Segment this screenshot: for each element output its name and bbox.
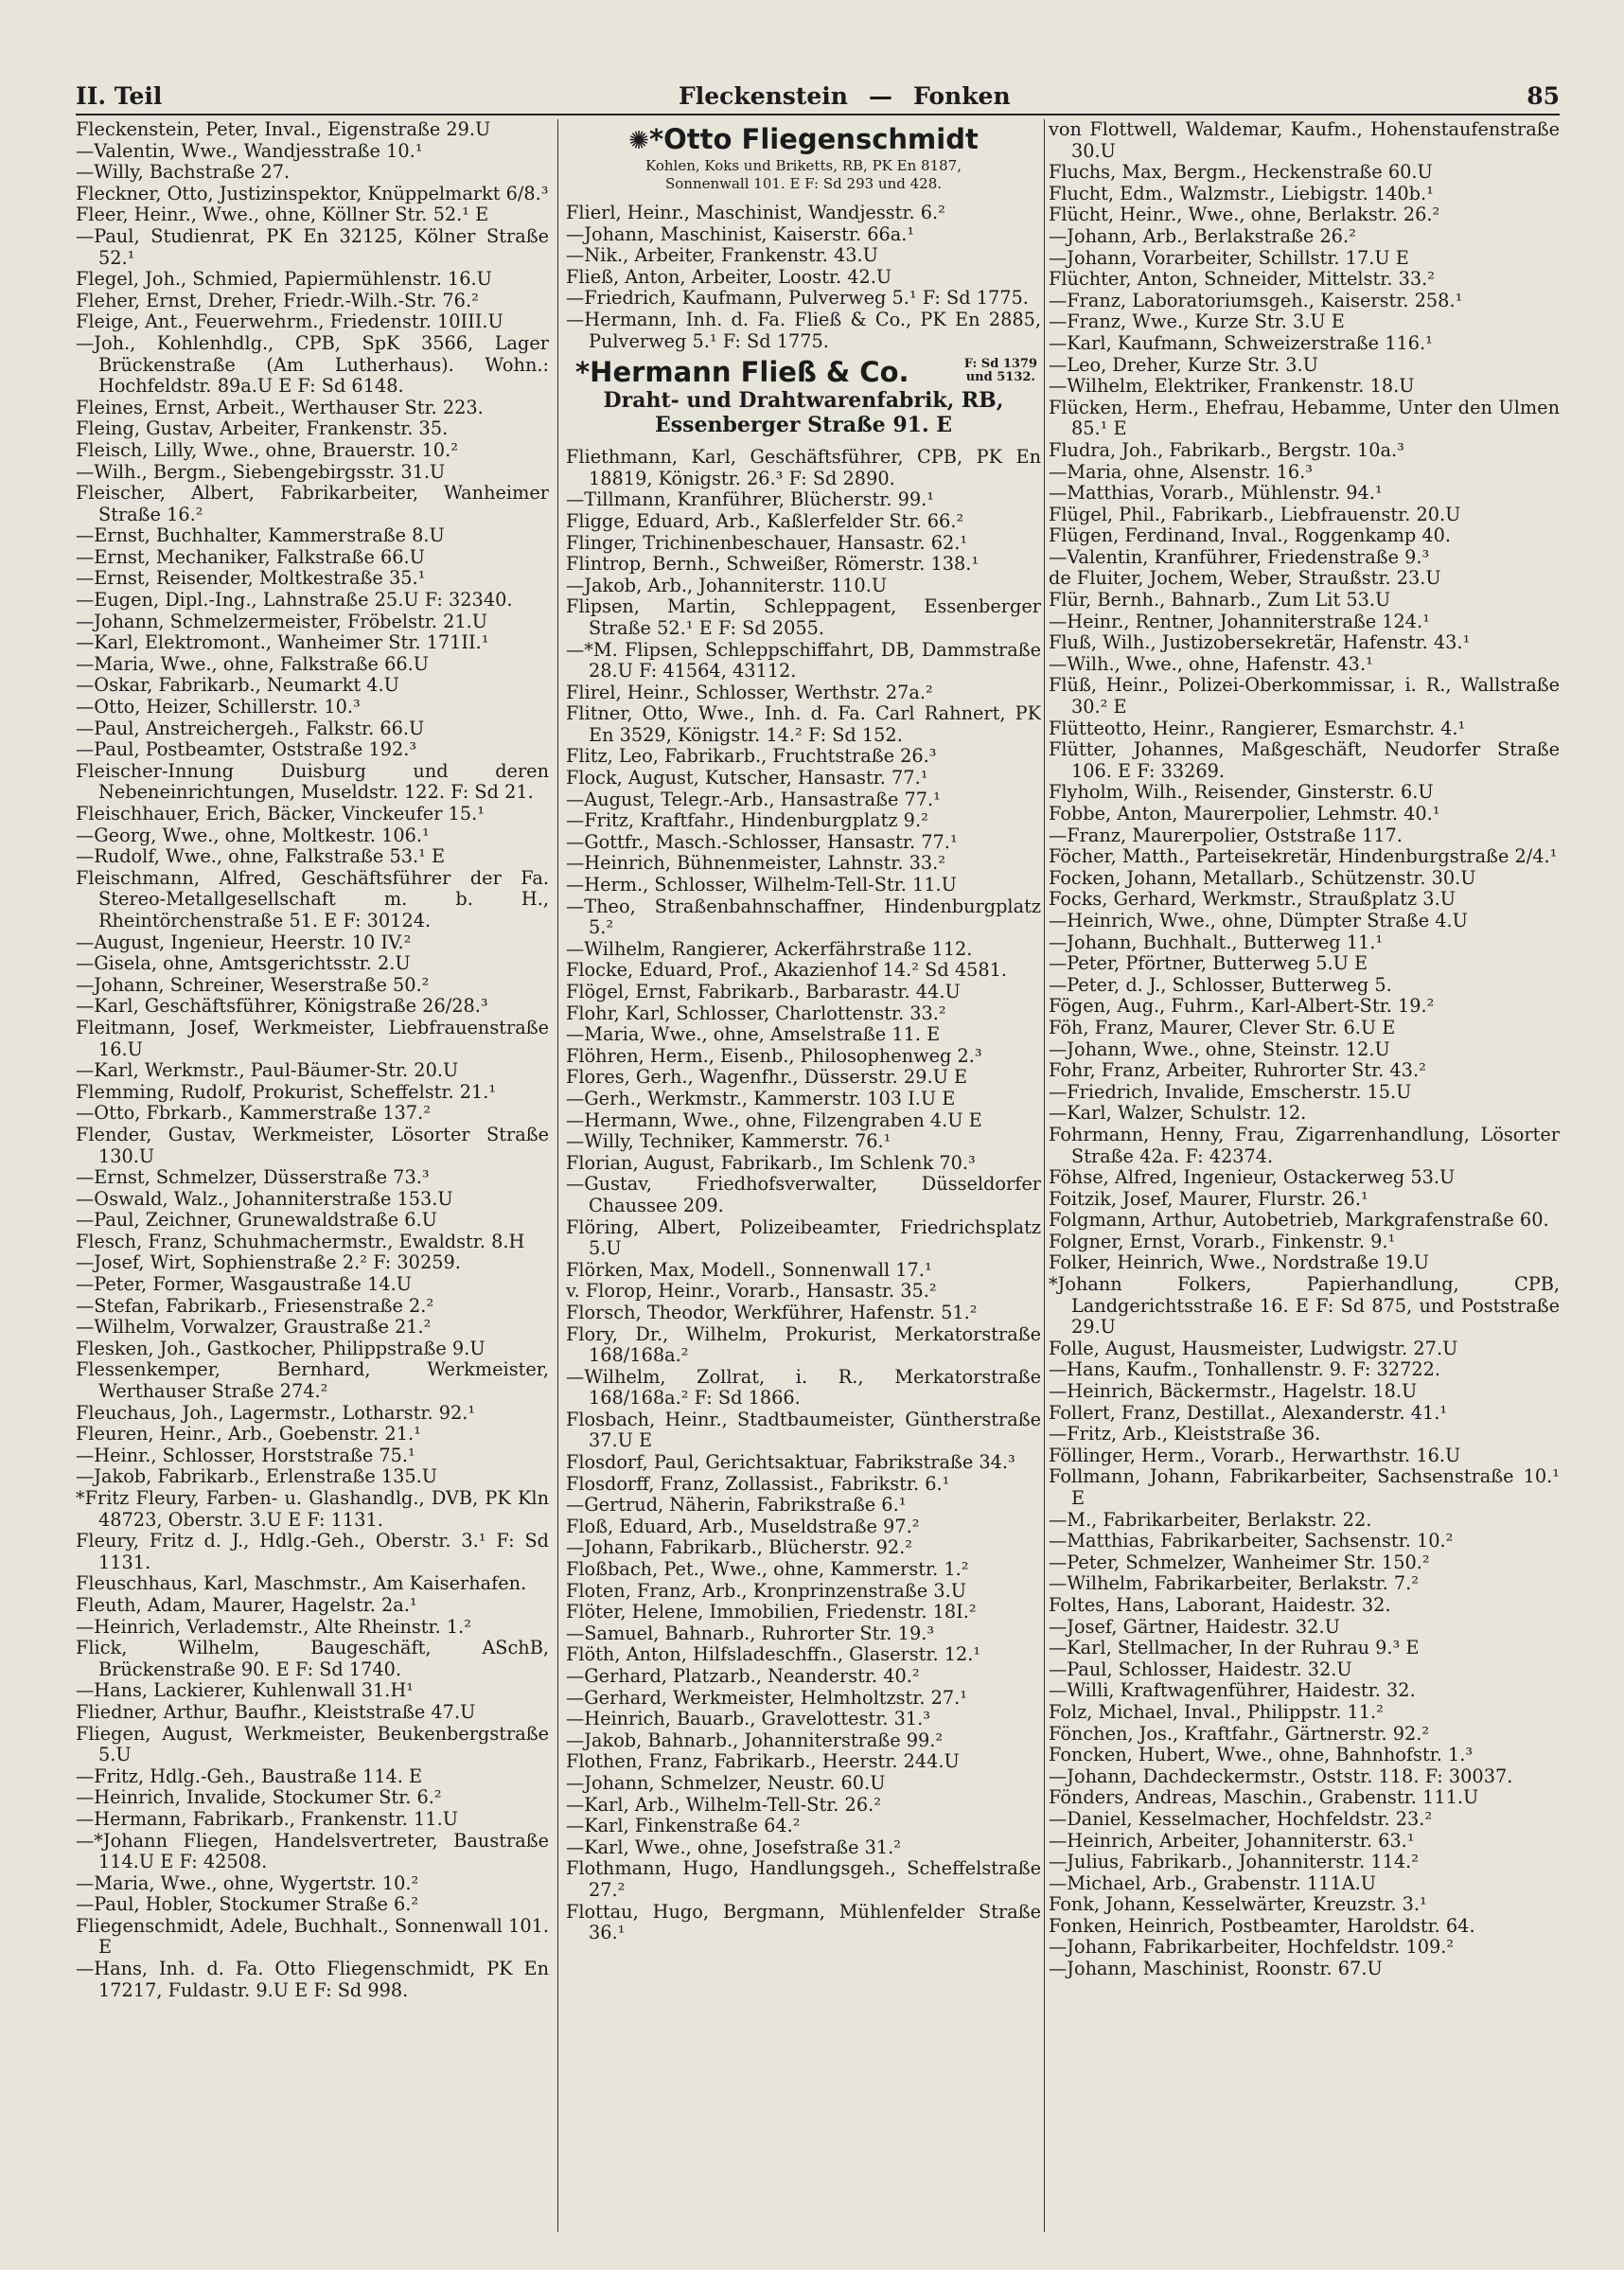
directory-entry: Flothen, Franz, Fabrikarb., Heerstr. 244.U (566, 1750, 960, 1773)
directory-entry: Focken, Johann, Metallarb., Schützenstr. 30.U (1049, 866, 1476, 889)
directory-entry: —Heinrich, Verlademstr., Alte Rheinstr. 1.² (76, 1615, 471, 1638)
directory-entry: Florsch, Theodor, Werkführer, Hafenstr. 51.² (566, 1301, 978, 1323)
directory-entry: —Wilhelm, Fabrikarbeiter, Berlakstr. 7.² (1049, 1572, 1420, 1595)
directory-entry: Fleher, Ernst, Dreher, Friedr.-Wilh.-Str. 76.² (76, 289, 479, 311)
directory-entry: Flöring, Albert, Polizeibeamter, Friedrichsplatz 5.U (566, 1215, 1041, 1260)
directory-entry: Föcher, Matth., Parteisekretär, Hindenburgstraße 2/4.¹ (1049, 845, 1558, 868)
directory-entry: —Heinr., Schlosser, Horststraße 75.¹ (76, 1444, 415, 1466)
directory-entry: —Theo, Straßenbahnschaffner, Hindenburgplatz 5.² (566, 895, 1041, 939)
directory-entry: Föllinger, Herm., Vorarb., Herwarthstr. 16.U (1049, 1444, 1461, 1466)
directory-entry: Fönders, Andreas, Maschin., Grabenstr. 111.U (1049, 1786, 1479, 1809)
directory-entry: Fohr, Franz, Arbeiter, Ruhrorter Str. 43.² (1049, 1059, 1426, 1082)
directory-entry: Fliegenschmidt, Adele, Buchhalt., Sonnenwall 101. E (76, 1914, 549, 1959)
directory-entry: Floßbach, Pet., Wwe., ohne, Kammerstr. 1.² (566, 1558, 969, 1581)
directory-entry: —Heinr., Rentner, Johanniterstraße 124.¹ (1049, 610, 1430, 632)
directory-entry: Fleitmann, Josef, Werkmeister, Liebfrauenstraße 16.U (76, 1016, 549, 1060)
directory-entry: Flyholm, Wilh., Reisender, Ginsterstr. 6.U (1049, 781, 1434, 804)
directory-entry: Flügel, Phil., Fabrikarb., Liebfrauenstr. 20.U (1049, 503, 1461, 525)
directory-entry: Fleines, Ernst, Arbeit., Werthauser Str. 223. (76, 396, 484, 418)
directory-entry: —Hermann, Inh. d. Fa. Fließ & Co., PK En 2885, Pulverweg 5.¹ F: Sd 1775. (566, 308, 1041, 352)
directory-entry: Flosdorf, Paul, Gerichtsaktuar, Fabrikstraße 34.³ (566, 1451, 1015, 1474)
directory-entry: Fleing, Gustav, Arbeiter, Frankenstr. 35. (76, 417, 449, 440)
directory-entry: Flesken, Joh., Gastkocher, Philippstraße 9.U (76, 1337, 485, 1359)
directory-entry: —Johann, Wwe., ohne, Steinstr. 12.U (1049, 1037, 1390, 1060)
directory-entry: Fliedner, Arthur, Baufhr., Kleiststraße 47.U (76, 1700, 476, 1723)
page-header (76, 72, 1560, 115)
directory-entry: Fleuchaus, Joh., Lagermstr., Lotharstr. 92.¹ (76, 1401, 476, 1424)
directory-entry: Flücht, Heinr., Wwe., ohne, Berlakstr. 26.² (1049, 204, 1440, 226)
directory-entry: —Valentin, Kranführer, Friedenstraße 9.³ (1049, 545, 1430, 568)
directory-entry: —Johann, Fabrikarbeiter, Hochfeldstr. 109.² (1049, 1936, 1455, 1959)
directory-entry: —Peter, Former, Wasgaustraße 14.U (76, 1273, 412, 1296)
directory-entry: —Heinrich, Wwe., ohne, Dümpter Straße 4.U (1049, 909, 1468, 931)
directory-entry: Focks, Gerhard, Werkmstr., Straußplatz 3.U (1049, 888, 1456, 911)
directory-entry: Fönchen, Jos., Kraftfahr., Gärtnerstr. 92.² (1049, 1722, 1430, 1745)
column-3 (1049, 119, 1560, 2238)
directory-entry: —Jakob, Arb., Johanniterstr. 110.U (566, 574, 888, 596)
directory-entry: —August, Ingenieur, Heerstr. 10 IV.² (76, 931, 412, 953)
directory-entry: —*Johann Fliegen, Handelsvertreter, Baustraße 114.U E F: 42508. (76, 1829, 549, 1873)
directory-entry: Flierl, Heinr., Maschinist, Wandjesstr. 6.² (566, 202, 945, 223)
directory-entry: —Wilhelm, Rangierer, Ackerfährstraße 112. (566, 937, 973, 960)
directory-entry: Flögel, Ernst, Fabrikarb., Barbarastr. 44.U (566, 981, 961, 1002)
directory-entry: Flemming, Rudolf, Prokurist, Scheffelstr. 21.¹ (76, 1080, 497, 1103)
advertisement-fliegenschmidt: ✺*Otto Fliegenschmidt Kohlen, Koks und Briketts, RB, PK En 8187, Sonnenwall 101. E F: Sd 293 und 428. (566, 123, 1041, 193)
directory-entry: Fleury, Fritz d. J., Hdlg.-Geh., Oberstr. 3.¹ F: Sd 1131. (76, 1530, 549, 1573)
directory-entry: Folle, August, Hausmeister, Ludwigstr. 27.U (1049, 1337, 1458, 1359)
directory-entry: Flothmann, Hugo, Handlungsgeh., Scheffelstraße 27.² (566, 1857, 1041, 1901)
directory-entry: Flipsen, Martin, Schleppagent, Essenberger Straße 52.¹ E F: Sd 2055. (566, 595, 1041, 639)
directory-entry: —Oswald, Walz., Johanniterstraße 153.U (76, 1187, 453, 1210)
range-dash: — (868, 82, 892, 110)
directory-entry: —Karl, Werkmstr., Paul-Bäumer-Str. 20.U (76, 1059, 459, 1082)
directory-entry: —Tillmann, Kranführer, Blücherstr. 99.¹ (566, 488, 934, 511)
directory-entry: von Flottwell, Waldemar, Kaufm., Hohenstaufenstraße 30.U (1049, 119, 1560, 162)
directory-entry: Fleckenstein, Peter, Inval., Eigenstraße 29.U (76, 119, 491, 140)
directory-entry: —Johann, Buchhalt., Butterweg 11.¹ (1049, 931, 1384, 953)
directory-entry: Flosbach, Heinr., Stadtbaumeister, Güntherstraße 37.U E (566, 1408, 1041, 1452)
directory-entry: Föh, Franz, Maurer, Clever Str. 6.U E (1049, 1016, 1396, 1038)
directory-entry: Flür, Bernh., Bahnarb., Zum Lit 53.U (1049, 589, 1391, 612)
directory-entry: —Johann, Fabrikarb., Blücherstr. 92.² (566, 1536, 913, 1559)
directory-entry: Fohrmann, Henny, Frau, Zigarrenhandlung, Lösorter Straße 42a. F: 42374. (1049, 1123, 1560, 1167)
ad-phone-2: und 5132. (965, 370, 1035, 385)
directory-entry: —Peter, Schmelzer, Wanheimer Str. 150.² (1049, 1551, 1430, 1573)
directory-entry: *Fritz Fleury, Farben- u. Glashandlg., DVB, PK Kln 48723, Oberstr. 3.U E F: 1131. (76, 1487, 549, 1531)
directory-entry: Fleischhauer, Erich, Bäcker, Vinckeufer 15.¹ (76, 803, 485, 825)
directory-entry: Flügen, Ferdinand, Inval., Roggenkamp 40. (1049, 524, 1451, 547)
directory-entry: Folker, Heinrich, Wwe., Nordstraße 19.U (1049, 1251, 1430, 1274)
directory-entry: Flock, August, Kutscher, Hansastr. 77.¹ (566, 767, 928, 789)
directory-entry: —Jakob, Fabrikarb., Erlenstraße 135.U (76, 1465, 438, 1488)
directory-entry: —Herm., Schlosser, Wilhelm-Tell-Str. 11.U (566, 874, 957, 896)
directory-entry: —Stefan, Fabrikarb., Friesenstraße 2.² (76, 1294, 434, 1317)
directory-entry: —Heinrich, Arbeiter, Johanniterstr. 63.¹ (1049, 1829, 1415, 1852)
directory-entry: —Wilhelm, Vorwalzer, Graustraße 21.² (76, 1316, 432, 1339)
directory-entry: —M., Fabrikarbeiter, Berlakstr. 22. (1049, 1508, 1372, 1531)
directory-entry: Fleischer-Innung Duisburg und deren Nebeneinrichtungen, Museldstr. 122. F: Sd 21. (76, 759, 549, 804)
column-divider (1044, 119, 1045, 2232)
directory-entry: —Karl, Geschäftsführer, Königstraße 26/28.³ (76, 995, 488, 1018)
directory-entry: —Hans, Lackierer, Kuhlenwall 31.H¹ (76, 1679, 414, 1702)
directory-entry: Fludra, Joh., Fabrikarb., Bergstr. 10a.³ (1049, 438, 1404, 461)
directory-entry: Fliegen, August, Werkmeister, Beukenbergstraße 5.U (76, 1722, 549, 1766)
directory-entry: —Leo, Dreher, Kurze Str. 3.U (1049, 353, 1318, 376)
coal-logo-icon: ✺ (628, 127, 649, 155)
directory-entry: —Hermann, Fabrikarb., Frankenstr. 11.U (76, 1807, 458, 1830)
ad-description: Draht- und Drahtwarenfabrik, RB, (603, 388, 1004, 414)
directory-entry: Follert, Franz, Destillat., Alexanderstr. 41.¹ (1049, 1401, 1448, 1424)
directory-entry: —Karl, Arb., Wilhelm-Tell-Str. 26.² (566, 1793, 881, 1816)
directory-entry: Flucht, Edm., Walzmstr., Liebigstr. 140b.¹ (1049, 182, 1434, 204)
directory-entry: Fleige, Ant., Feuerwehrm., Friedenstr. 10III.U (76, 310, 503, 333)
directory-entry: —Joh., Kohlenhdlg., CPB, SpK 3566, Lager Brückenstraße (Am Lutherhaus). Wohn.: Hochfeldstr. 89a.U E F: Sd 6148. (76, 331, 549, 398)
directory-entry: Flitner, Otto, Wwe., Inh. d. Fa. Carl Rahnert, PK En 3529, Königstr. 14.² F: Sd 152. (566, 702, 1041, 746)
directory-entry: —Georg, Wwe., ohne, Moltkestr. 106.¹ (76, 824, 430, 846)
directory-entry: —Eugen, Dipl.-Ing., Lahnstraße 25.U F: 32340. (76, 589, 513, 612)
directory-entry: Flottau, Hugo, Bergmann, Mühlenfelder Straße 36.¹ (566, 1900, 1041, 1944)
directory-entry: Flütteotto, Heinr., Rangierer, Esmarchstr. 4.¹ (1049, 717, 1466, 739)
advertisement-fliess: F: Sd 1379 und 5132. *Hermann Fließ & Co. Draht- und Drahtwarenfabrik, RB, Essenberger Straße 91. E (566, 356, 1041, 437)
directory-entry: —Maria, ohne, Alsenstr. 16.³ (1049, 460, 1313, 483)
directory-entry: —Friedrich, Kaufmann, Pulverweg 5.¹ F: Sd 1775. (566, 287, 1029, 310)
directory-entry: Fluchs, Max, Bergm., Heckenstraße 60.U (1049, 161, 1433, 184)
directory-entry: —Wilhelm, Elektriker, Frankenstr. 18.U (1049, 375, 1415, 398)
directory-entry: Floten, Franz, Arb., Kronprinzenstraße 3.U (566, 1579, 966, 1602)
directory-entry: Florian, August, Fabrikarb., Im Schlenk 70.³ (566, 1151, 976, 1174)
directory-entry: —Rudolf, Wwe., ohne, Falkstraße 53.¹ E (76, 845, 446, 868)
page-number: 85 (1527, 82, 1560, 110)
column-divider (557, 119, 558, 2232)
directory-entry: —Hermann, Wwe., ohne, Filzengraben 4.U E (566, 1108, 982, 1131)
directory-entry: —Karl, Elektromont., Wanheimer Str. 171II.¹ (76, 631, 489, 654)
directory-entry: Fleischmann, Alfred, Geschäftsführer der Fa. Stereo-Metallgesellschaft m. b. H., Rheintörchenstraße 51. E F: 30124. (76, 866, 549, 931)
directory-entry: —Johann, Schmelzermeister, Fröbelstr. 21.U (76, 610, 488, 632)
ad-phone: F: Sd 1379 (963, 357, 1037, 372)
directory-entry: de Fluiter, Jochem, Weber, Straußstr. 23.U (1049, 567, 1441, 590)
directory-entry: Fleuschhaus, Karl, Maschmstr., Am Kaiserhafen. (76, 1572, 527, 1595)
directory-entry: —Karl, Stellmacher, In der Ruhrau 9.³ E (1049, 1637, 1420, 1659)
directory-entry: —Otto, Heizer, Schillerstr. 10.³ (76, 696, 361, 718)
directory-entry: —Johann, Schmelzer, Neustr. 60.U (566, 1771, 886, 1794)
directory-entry: —Paul, Hobler, Stockumer Straße 6.² (76, 1893, 419, 1916)
directory-entry: —Wilhelm, Zollrat, i. R., Merkatorstraße 168/168a.² F: Sd 1866. (566, 1365, 1041, 1410)
directory-entry: —Paul, Zeichner, Grunewaldstraße 6.U (76, 1209, 437, 1232)
directory-entry: Fonk, Johann, Kesselwärter, Kreuzstr. 3.¹ (1049, 1893, 1427, 1916)
directory-entry: —Josef, Wirt, Sophienstraße 2.² F: 30259. (76, 1251, 461, 1274)
directory-entry: —Willy, Bachstraße 27. (76, 161, 291, 184)
directory-entry: Fleuren, Heinr., Arb., Goebenstr. 21.¹ (76, 1423, 421, 1445)
directory-entry: —Fritz, Hdlg.-Geh., Baustraße 114. E (76, 1765, 423, 1787)
directory-entry: —Nik., Arbeiter, Frankenstr. 43.U (566, 244, 878, 267)
directory-entry: Flocke, Eduard, Prof., Akazienhof 14.² Sd 4581. (566, 959, 1008, 982)
directory-entry: —Wilh., Wwe., ohne, Hafenstr. 43.¹ (1049, 652, 1373, 675)
directory-entry: —Peter, Pförtner, Butterweg 5.U E (1049, 952, 1368, 975)
directory-entry: —Paul, Postbeamter, Oststraße 192.³ (76, 738, 417, 761)
directory-entry: Fonken, Heinrich, Postbeamter, Haroldstr. 64. (1049, 1914, 1475, 1937)
directory-entry: —Julius, Fabrikarb., Johanniterstr. 114.² (1049, 1851, 1420, 1873)
ad-address: Essenberger Straße 91. E (654, 413, 953, 438)
directory-entry: —Otto, Fbrkarb., Kammerstraße 137.² (76, 1102, 432, 1125)
directory-entry: Flesch, Franz, Schuhmachermstr., Ewaldstr. 8.H (76, 1230, 525, 1252)
directory-entry: —Gustav, Friedhofsverwalter, Düsseldorfer Chaussee 209. (566, 1173, 1041, 1216)
directory-entry: —Paul, Anstreichergeh., Falkstr. 66.U (76, 717, 425, 739)
directory-entry: —Johann, Dachdeckermstr., Oststr. 118. F: 30037. (1049, 1765, 1513, 1787)
directory-entry: —Fritz, Arb., Kleiststraße 36. (1049, 1423, 1321, 1445)
directory-entry: —Ernst, Mechaniker, Falkstraße 66.U (76, 545, 425, 568)
column-1 (76, 119, 549, 2238)
range-end: Fonken (912, 82, 1011, 110)
directory-entry: —Heinrich, Bauarb., Gravelottestr. 31.³ (566, 1708, 930, 1730)
directory-entry: Fobbe, Anton, Maurerpolier, Lehmstr. 40.¹ (1049, 803, 1440, 825)
directory-entry: —Ernst, Reisender, Moltkestraße 35.¹ (76, 567, 426, 590)
directory-entry: —Franz, Maurerpolier, Oststraße 117. (1049, 824, 1403, 846)
directory-entry: Follmann, Johann, Fabrikarbeiter, Sachsenstraße 10.¹ E (1049, 1465, 1560, 1509)
directory-entry: —Michael, Arb., Grabenstr. 111A.U (1049, 1871, 1376, 1894)
directory-entry: *Johann Folkers, Papierhandlung, CPB, Landgerichtsstraße 16. E F: Sd 875, und Poststraße 29.U (1049, 1273, 1560, 1339)
directory-entry: —Valentin, Wwe., Wandjesstraße 10.¹ (76, 139, 423, 162)
directory-entry: —Maria, Wwe., ohne, Falkstraße 66.U (76, 652, 429, 675)
directory-entry: —Johann, Schreiner, Weserstraße 50.² (76, 973, 430, 996)
ad-address: Sonnenwall 101. E F: Sd 293 und 428. (664, 175, 943, 192)
directory-entry: —Gerh., Werkmstr., Kammerstr. 103 I.U E (566, 1087, 956, 1109)
directory-entry: —Paul, Schlosser, Haidestr. 32.U (1049, 1658, 1352, 1680)
directory-entry: —Karl, Walzer, Schulstr. 12. (1049, 1102, 1307, 1125)
directory-entry: Flender, Gustav, Werkmeister, Lösorter Straße 130.U (76, 1123, 549, 1167)
directory-entry: —Paul, Studienrat, PK En 32125, Kölner Straße 52.¹ (76, 224, 549, 269)
section-label: II. Teil (76, 82, 163, 110)
directory-entry: —Samuel, Bahnarb., Ruhrorter Str. 19.³ (566, 1622, 935, 1644)
directory-entry: Flessenkemper, Bernhard, Werkmeister, Werthauser Straße 274.² (76, 1358, 549, 1403)
directory-entry: Flüß, Heinr., Polizei-Oberkommissar, i. R., Wallstraße 30.² E (1049, 674, 1560, 718)
directory-entry: Folgner, Ernst, Vorarb., Finkenstr. 9.¹ (1049, 1230, 1396, 1252)
directory-entry: Flohr, Karl, Schlosser, Charlottenstr. 33.² (566, 1002, 946, 1024)
directory-entry: Foncken, Hubert, Wwe., ohne, Bahnhofstr. 1.³ (1049, 1744, 1474, 1766)
directory-entry: —Matthias, Fabrikarbeiter, Sachsenstr. 10.² (1049, 1530, 1454, 1552)
directory-entry: Flüchter, Anton, Schneider, Mittelstr. 33.² (1049, 268, 1435, 291)
directory-entry: —Karl, Kaufmann, Schweizerstraße 116.¹ (1049, 331, 1433, 354)
directory-entry: Flücken, Herm., Ehefrau, Hebamme, Unter den Ulmen 85.¹ E (1049, 396, 1560, 440)
directory-entry: Flory, Dr., Wilhelm, Prokurist, Merkatorstraße 168/168a.² (566, 1322, 1041, 1367)
directory-entry: Föhse, Alfred, Ingenieur, Ostackerweg 53.U (1049, 1166, 1456, 1189)
directory-entry: Flöter, Helene, Immobilien, Friedenstr. 18I.² (566, 1601, 977, 1623)
directory-entry: —Gottfr., Masch.-Schlosser, Hansastr. 77.¹ (566, 830, 958, 853)
directory-entry: Floß, Eduard, Arb., Museldstraße 97.² (566, 1515, 920, 1537)
directory-entry: Flinger, Trichinenbeschauer, Hansastr. 62.¹ (566, 531, 968, 554)
directory-entry: —Franz, Wwe., Kurze Str. 3.U E (1049, 310, 1345, 333)
directory-entry: —Wilh., Bergm., Siebengebirgsstr. 31.U (76, 460, 446, 483)
directory-entry: Fleisch, Lilly, Wwe., ohne, Brauerstr. 10.² (76, 438, 458, 461)
directory-entry: Flirel, Heinr., Schlosser, Werthstr. 27a.² (566, 681, 933, 703)
directory-entry: Flick, Wilhelm, Baugeschäft, ASchB, Brückenstraße 90. E F: Sd 1740. (76, 1637, 549, 1680)
directory-entry: Folgmann, Arthur, Autobetrieb, Markgrafenstraße 60. (1049, 1209, 1549, 1232)
directory-entry: —Johann, Vorarbeiter, Schillstr. 17.U E (1049, 246, 1409, 269)
ad-company-name: Hermann Fließ & Co. (590, 356, 909, 389)
column-2 (566, 119, 1041, 2238)
range-start: Fleckenstein (679, 82, 848, 110)
directory-entry: —Friedrich, Invalide, Emscherstr. 15.U (1049, 1080, 1412, 1103)
directory-entry: —Heinrich, Bäckermstr., Hagelstr. 18.U (1049, 1380, 1418, 1403)
ad-description: Kohlen, Koks und Briketts, RB, PK En 8187, (645, 157, 962, 174)
directory-entry: Foitzik, Josef, Maurer, Flurstr. 26.¹ (1049, 1187, 1368, 1210)
directory-entry: Flitz, Leo, Fabrikarb., Fruchtstraße 26.³ (566, 745, 937, 768)
directory-entry: —Willi, Kraftwagenführer, Haidestr. 32. (1049, 1679, 1416, 1702)
directory-entry: Fliethmann, Karl, Geschäftsführer, CPB, PK En 18819, Königstr. 26.³ F: Sd 2890. (566, 446, 1041, 489)
directory-entry: —Gertrud, Näherin, Fabrikstraße 6.¹ (566, 1494, 907, 1516)
directory-entry: Fließ, Anton, Arbeiter, Loostr. 42.U (566, 265, 892, 288)
directory-entry: —Ernst, Schmelzer, Düsserstraße 73.³ (76, 1166, 430, 1189)
name-range (679, 82, 1011, 110)
directory-entry: Flöth, Anton, Hilfsladeschffn., Glaserstr. 12.¹ (566, 1643, 981, 1666)
directory-entry: Fligge, Eduard, Arb., Kaßlerfelder Str. 66.² (566, 509, 964, 532)
directory-entry: Foltes, Hans, Laborant, Haidestr. 32. (1049, 1593, 1391, 1616)
directory-entry: —Peter, d. J., Schlosser, Butterweg 5. (1049, 973, 1392, 996)
directory-entry: —Jakob, Bahnarb., Johanniterstraße 99.² (566, 1729, 944, 1751)
directory-entry: v. Florop, Heinr., Vorarb., Hansastr. 35.² (566, 1280, 937, 1303)
directory-entry: —Karl, Wwe., ohne, Josefstraße 31.² (566, 1836, 902, 1858)
directory-entry: —Maria, Wwe., ohne, Amselstraße 11. E (566, 1023, 941, 1046)
directory-entry: —Johann, Maschinist, Roonstr. 67.U (1049, 1958, 1383, 1980)
directory-entry: —Oskar, Fabrikarb., Neumarkt 4.U (76, 674, 399, 697)
directory-entry: —Johann, Arb., Berlakstraße 26.² (1049, 224, 1356, 247)
entries-block (566, 447, 1041, 1944)
directory-entry: Flörken, Max, Modell., Sonnenwall 17.¹ (566, 1258, 932, 1281)
directory-entry: —Ernst, Buchhalter, Kammerstraße 8.U (76, 524, 445, 547)
directory-entry: Fleischer, Albert, Fabrikarbeiter, Wanheimer Straße 16.² (76, 482, 549, 525)
directory-entry: —Josef, Gärtner, Haidestr. 32.U (1049, 1615, 1340, 1638)
directory-entry: —Gerhard, Werkmeister, Helmholtzstr. 27.¹ (566, 1686, 968, 1709)
entries-block (566, 203, 1041, 352)
directory-entry: —Karl, Finkenstraße 64.² (566, 1815, 801, 1837)
directory-entry: —Matthias, Vorarb., Mühlenstr. 94.¹ (1049, 482, 1383, 505)
directory-entry: Flütter, Johannes, Maßgeschäft, Neudorfer Straße 106. E F: 33269. (1049, 738, 1560, 782)
directory-entry: Fögen, Aug., Fuhrm., Karl-Albert-Str. 19.² (1049, 995, 1435, 1018)
ad-company-name: Otto Fliegenschmidt (663, 123, 979, 155)
directory-entry: Fleer, Heinr., Wwe., ohne, Köllner Str. 52.¹ E (76, 204, 489, 226)
directory-entry: —*M. Flipsen, Schleppschiffahrt, DB, Dammstraße 28.U F: 41564, 43112. (566, 638, 1041, 683)
directory-entry: —Johann, Maschinist, Kaiserstr. 66a.¹ (566, 222, 915, 245)
directory-entry: —August, Telegr.-Arb., Hansastraße 77.¹ (566, 788, 941, 810)
directory-entry: Folz, Michael, Inval., Philippstr. 11.² (1049, 1700, 1384, 1723)
directory-entry: —Heinrich, Bühnenmeister, Lahnstr. 33.² (566, 852, 945, 875)
directory-entry: Fleuth, Adam, Maurer, Hagelstr. 2a.¹ (76, 1593, 417, 1616)
directory-entry: —Gerhard, Platzarb., Neanderstr. 40.² (566, 1665, 920, 1687)
directory-entry: —Heinrich, Invalide, Stockumer Str. 6.² (76, 1786, 442, 1809)
directory-entry: Fluß, Wilh., Justizobersekretär, Hafenstr. 43.¹ (1049, 631, 1471, 654)
directory-entry: —Franz, Laboratoriumsgeh., Kaiserstr. 258.¹ (1049, 289, 1463, 311)
directory-entry: —Fritz, Kraftfahr., Hindenburgplatz 9.² (566, 809, 928, 832)
directory-entry: —Gisela, ohne, Amtsgerichtsstr. 2.U (76, 952, 411, 975)
directory-entry: —Hans, Inh. d. Fa. Otto Fliegenschmidt, PK En 17217, Fuldastr. 9.U E F: Sd 998. (76, 1958, 549, 2001)
directory-entry: Flegel, Joh., Schmied, Papiermühlenstr. 16.U (76, 268, 492, 291)
directory-entry: Flöhren, Herm., Eisenb., Philosophenweg 2.³ (566, 1044, 982, 1067)
directory-entry: —Maria, Wwe., ohne, Wygertstr. 10.² (76, 1871, 419, 1894)
directory-entry: Flores, Gerh., Wagenfhr., Düsserstr. 29.U E (566, 1066, 968, 1089)
directory-entry: Flosdorff, Franz, Zollassist., Fabrikstr. 6.¹ (566, 1472, 950, 1495)
directory-entry: Flintrop, Bernh., Schweißer, Römerstr. 138.¹ (566, 553, 980, 576)
directory-entry: Fleckner, Otto, Justizinspektor, Knüppelmarkt 6/8.³ (76, 182, 549, 204)
directory-entry: —Willy, Techniker, Kammerstr. 76.¹ (566, 1130, 891, 1153)
directory-entry: —Hans, Kaufm., Tonhallenstr. 9. F: 32722. (1049, 1358, 1441, 1381)
directory-entry: —Daniel, Kesselmacher, Hochfeldstr. 23.² (1049, 1807, 1433, 1830)
